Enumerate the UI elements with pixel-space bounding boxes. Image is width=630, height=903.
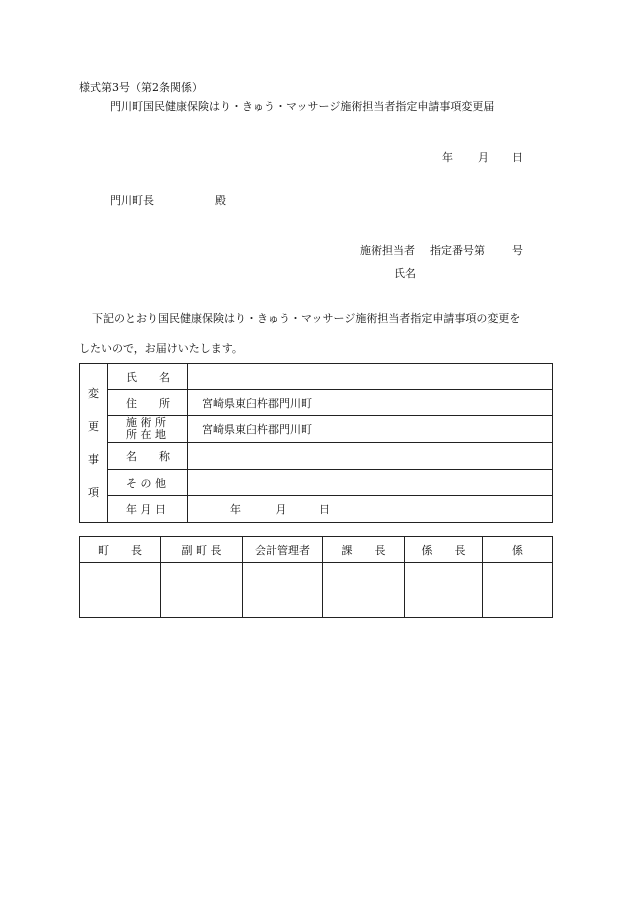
date-day-label: 日 [512,151,523,164]
applicant-role: 施術担当者 [360,244,415,257]
row-date-month: 月 [275,503,287,516]
side-char-3: 事 [88,453,99,466]
designation-number-suffix: 号 [512,244,523,257]
date-year-label: 年 [442,151,453,164]
row-value-other[interactable] [188,470,553,496]
row-value-date[interactable] [188,496,553,523]
row-label-clinic-location [108,416,188,443]
designation-number-prefix: 指定番号第 [430,244,485,257]
row-label-title: 名 称 [108,443,188,470]
document-title: 門川町国民健康保険はり・きゅう・マッサージ施術担当者指定申請事項変更届 [110,100,495,113]
side-char-1: 変 [88,387,99,400]
row-value-address[interactable]: 宮崎県東臼杵郡門川町 [188,390,553,416]
approval-header-deputy-mayor: 副 町 長 [161,537,243,563]
approval-stamp-staff[interactable] [483,563,553,618]
change-items-table [79,363,553,523]
applicant-name-label: 氏名 [394,267,416,280]
row-value-name[interactable] [188,364,553,390]
approval-header-staff: 係 [483,537,553,563]
approval-header-subsection-chief: 係 長 [405,537,483,563]
addressee-name: 門川町長 [110,194,154,207]
approval-stamp-subsection-chief[interactable] [405,563,483,618]
body-text-line1: 下記のとおり国民健康保険はり・きゅう・マッサージ施術担当者指定申請事項の変更を [92,312,521,325]
side-char-4: 項 [88,486,99,499]
addressee-honorific: 殿 [215,194,226,207]
approval-stamp-section-chief[interactable] [323,563,405,618]
approval-stamp-deputy-mayor[interactable] [161,563,243,618]
row-label-other: そ の 他 [108,470,188,496]
row-label-address: 住 所 [108,390,188,416]
row-label-date: 年 月 日 [108,496,188,523]
change-items-side-label [80,364,108,523]
approval-header-mayor: 町 長 [80,537,161,563]
approval-header-accounting-manager: 会計管理者 [243,537,323,563]
row-label-clinic-line2: 所 在 地 [126,428,166,441]
row-value-clinic-location[interactable]: 宮崎県東臼杵郡門川町 [188,416,553,443]
row-label-name: 氏 名 [108,364,188,390]
date-month-label: 月 [478,151,489,164]
row-date-day: 日 [319,503,330,516]
side-char-2: 更 [88,420,99,433]
approval-table [79,536,553,618]
row-label-clinic-line1: 施 術 所 [126,416,166,430]
row-date-year: 年 [230,503,241,516]
row-value-title[interactable] [188,443,553,470]
body-text-line2: したいので，お届けいたします。 [79,342,243,355]
approval-stamp-accounting-manager[interactable] [243,563,323,618]
approval-header-section-chief: 課 長 [323,537,405,563]
approval-stamp-mayor[interactable] [80,563,161,618]
form-number: 様式第3号（第2条関係） [79,81,203,94]
